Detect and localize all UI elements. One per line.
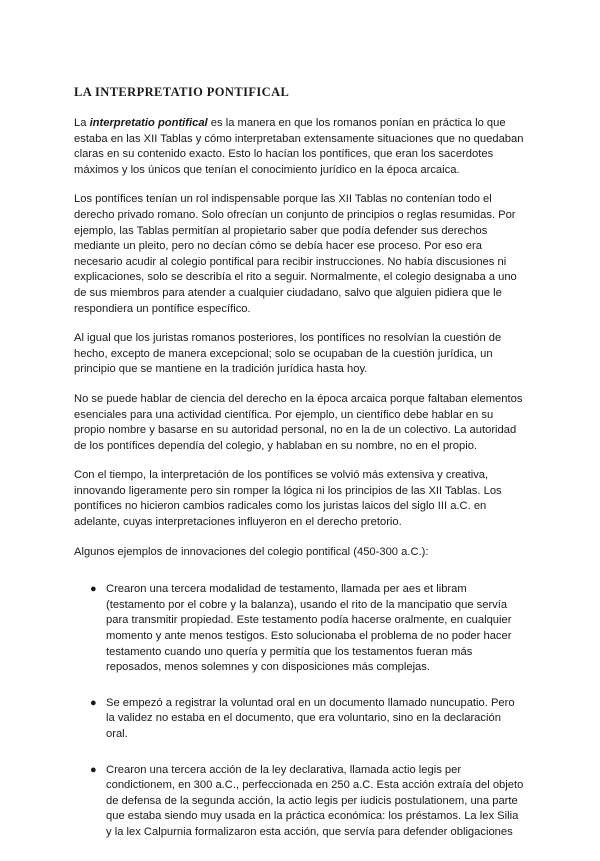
list-item-text: Crearon una tercera acción de la ley declarativa, llamada actio legis per condictionem, en 300 a.C., perfeccionada en 250 a.C. Esta acción extraía del objeto de defensa de la segunda acción, la actio legis per iudicis postulationem, una parte que estaba siendo muy usada en la práctica económica: los préstamos. La lex Silia y la lex Calpurnia formalizaron esta acción, que servía para defender obligaciones: [106, 763, 524, 838]
intro-prefix: La: [74, 117, 90, 129]
paragraph-jurists: Al igual que los juristas romanos posteriores, los pontífices no resolvían la cuestión de hecho, excepto de manera excepcional; solo se ocupaban de la cuestión jurídica, un principio que se mantiene en la tradición jurídica hasta hoy.: [74, 332, 502, 376]
paragraph-role: Los pontífices tenían un rol indispensable porque las XII Tablas no contenían todo el derecho privado romano. Solo ofrecían un conjunto de principios o reglas resumidas. Por ejemplo, las Tablas permitían al propietario saber que podía defender sus derechos mediante un pleito, pero no decían cómo se debía hacer ese proceso. Por eso era necesario acudir al colegio pontifical para recibir instrucciones. No había discusiones ni explicaciones, solo se describía el rito a seguir. Normalmente, el colegio designaba a uno de sus miembros para atender a cualquier ciudadano, salvo que alguien pidiera que le respondiera un pontífice específico.: [74, 193, 517, 315]
document-page: [74, 84, 524, 861]
paragraph-intro: [74, 116, 524, 178]
document-title: LA INTERPRETATIO PONTIFICAL: [74, 85, 290, 99]
paragraph-evolution: Con el tiempo, la interpretación de los pontífices se volvió más extensiva y creativa, innovando ligeramente pero sin romper la lógica ni los principios de las XII Tablas. Los pontífices no hicieron cambios radicales como los juristas laicos del siglo III a.C. en adelante, cuyas interpretaciones influyeron en el derecho pretorio.: [74, 469, 502, 529]
bullet-icon: ●: [90, 763, 97, 776]
list-item: [90, 582, 524, 676]
list-item-text: Crearon una tercera modalidad de testamento, llamada per aes et libram (testamento por el cobre y la balanza), usando el rito de la mancipatio que servía para transmitir propiedad. Este testamento podía hacerse oralmente, en cualquier momento y ante menos testigos. Esto solucionaba el problema de no poder hacer testamento cuando uno quería y permitía que los testamentos fueran más reposados, menos solemnes y con disposiciones más complejas.: [106, 583, 512, 674]
paragraph-examples-intro: Algunos ejemplos de innovaciones del colegio pontifical (450-300 a.C.):: [74, 545, 429, 558]
bullet-icon: ●: [90, 583, 97, 596]
list-item: [90, 696, 524, 743]
intro-rest: es la manera en que los romanos ponían en práctica lo que estaba en las XII Tablas y cómo interpretaban extensamente situaciones que no quedaban claras en su contenido exacto. Esto lo hacían los pontífices, que eran los sacerdotes máximos y los únicos que tenían el conocimiento jurídico en la época arcaica.: [74, 117, 524, 176]
examples-list: [90, 582, 524, 840]
bullet-icon: ●: [90, 696, 97, 709]
list-item-text: Se empezó a registrar la voluntad oral en un documento llamado nuncupatio. Pero la validez no estaba en el documento, que era voluntario, sino en la declaración oral.: [106, 696, 515, 740]
list-item: [90, 763, 524, 841]
examples-list-wrapper: [90, 582, 524, 840]
key-term: interpretatio pontifical: [89, 117, 208, 129]
paragraph-science: No se puede hablar de ciencia del derecho en la época arcaica porque faltaban elementos esenciales para una actividad científica. Por ejemplo, un científico debe hablar en su propio nombre y basarse en su autoridad personal, no en la de un colectivo. La autoridad de los pontífices dependía del colegio, y hablaban en su nombre, no en el propio.: [74, 392, 523, 452]
